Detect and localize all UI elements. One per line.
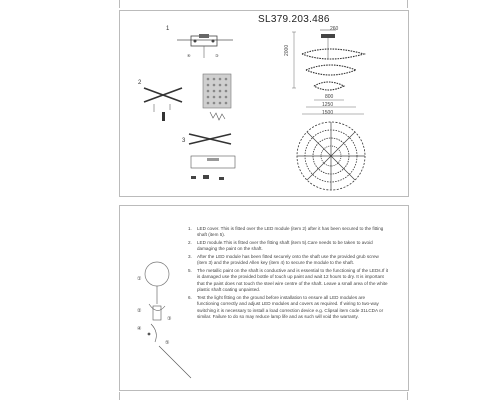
step-label-3: 3 [182, 138, 186, 144]
fold-mark [407, 0, 408, 8]
svg-text:①: ① [137, 276, 142, 282]
fold-mark [407, 392, 408, 400]
step-label-1: 1 [166, 26, 170, 32]
dimension-800: 800 [325, 94, 334, 100]
svg-text:⑤: ⑤ [165, 340, 170, 346]
chandelier-elevation-diagram [280, 28, 390, 124]
fold-mark [119, 0, 120, 8]
model-number: SL379.203.486 [258, 14, 330, 25]
cross-bracket-diagram [140, 82, 186, 126]
dimension-1500: 1500 [322, 110, 334, 116]
ceiling-mount-diagram [175, 28, 235, 64]
instruction-item: 3. After the LED module has been fitted securely onto the shaft use the provided grub screw (item 3) and the provided Allen key (item 4) to secure the module to the shaft. [188, 254, 379, 266]
chandelier-top-view-diagram [288, 118, 374, 194]
dimension-1250: 1250 [322, 102, 334, 108]
dimension-height: 2000 [284, 44, 290, 56]
led-module-diagram [200, 72, 236, 128]
base-assembly-diagram [185, 128, 245, 190]
step-label-2: 2 [138, 80, 142, 86]
instruction-item: 6. Test the light fitting on the ground before installation to ensure all LED modules are functioning correctly and adjust LED modules and covers as required. If wiring to two-way switching it is necessary to install a load correction device e.g. Clipsal item code 31LCDA or similar. Failure to do so may reduce lamp life and as such will void the warranty. [188, 294, 384, 320]
svg-text:③: ③ [215, 53, 219, 58]
fold-mark [119, 392, 120, 400]
instruction-list [188, 226, 388, 322]
dimension-top-width: 260 [330, 26, 339, 32]
svg-text:③: ③ [167, 316, 172, 322]
svg-text:②: ② [137, 308, 142, 314]
svg-text:④: ④ [137, 326, 142, 332]
instruction-item: 5. The metallic paint on the shaft is conductive and is essential to the functioning of the LEDs.If it is damaged use the provided bottle of touch up paint and wait 12 hours to dry. It is important that the paint does not touch the steel wire centre of the shaft. Leave a small area of the white plastic shaft coating unpainted. [188, 268, 389, 293]
svg-text:④: ④ [187, 53, 191, 58]
installation-figure-diagram [125, 250, 195, 380]
instruction-item: 1. LED cover. This is fitted over the LED module (item 2) after it has been secured to the fitting shaft (item 5). [188, 226, 384, 238]
instruction-item: 2. LED module.This is fitted over the fitting shaft (item 5).Care needs to be taken to avoid damaging the paint on the shaft. [188, 240, 373, 252]
